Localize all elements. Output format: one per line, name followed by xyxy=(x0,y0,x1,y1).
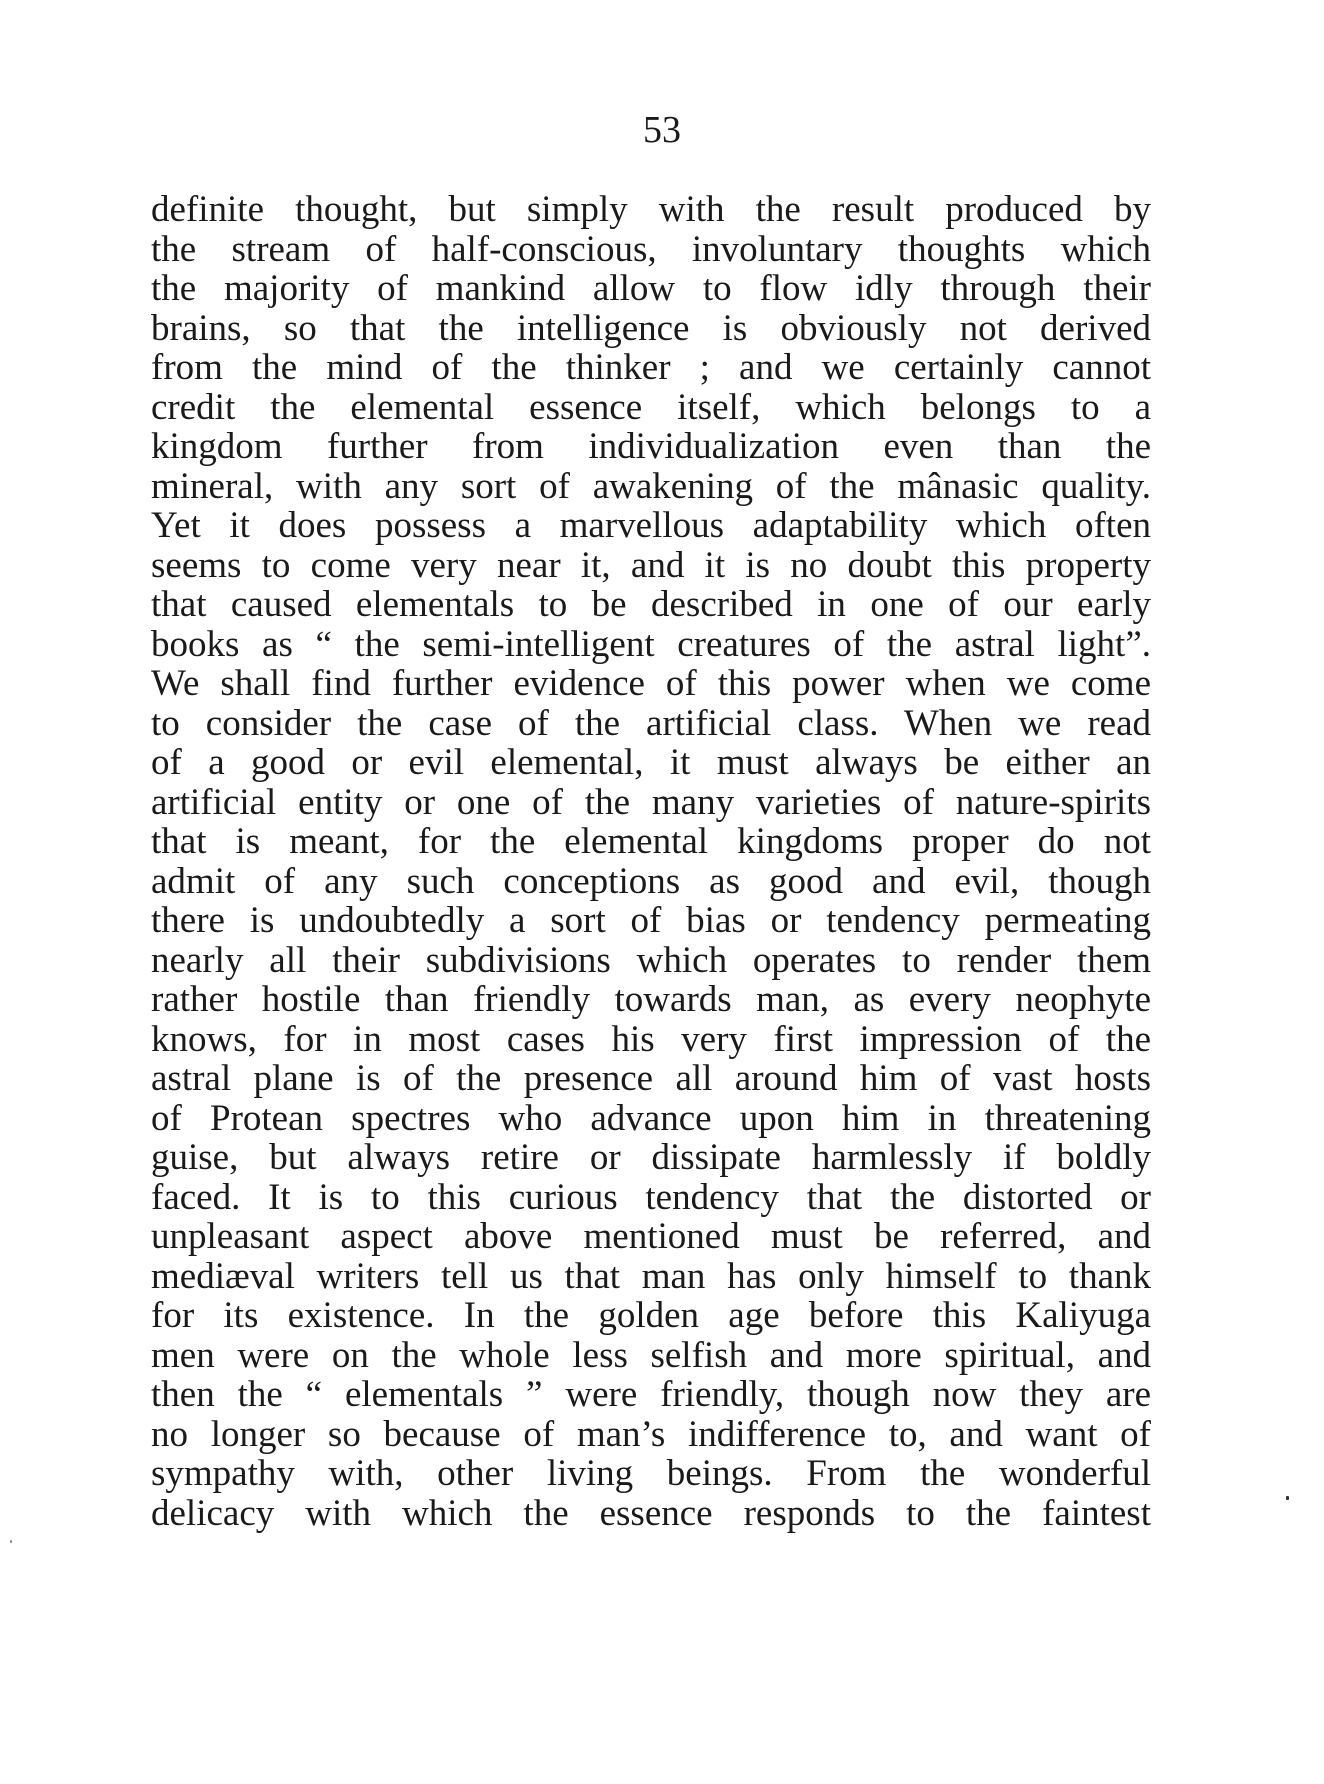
text-line: astral plane is of the presence all around him of vast hosts xyxy=(151,1058,1151,1099)
text-line: kingdom further from individualization even than the xyxy=(151,426,1151,467)
scan-speck xyxy=(1286,1496,1289,1500)
text-line: then the “ elementals ” were friendly, though now they are xyxy=(151,1374,1151,1415)
text-line: men were on the whole less selfish and more spiritual, and xyxy=(151,1334,1151,1376)
text-line: there is undoubtedly a sort of bias or tendency permeating xyxy=(151,900,1151,941)
text-line: definite thought, but simply with the result produced by xyxy=(151,189,1151,230)
text-line: brains, so that the intelligence is obviously not derived xyxy=(151,307,1151,349)
text-line: faced. It is to this curious tendency that the distorted or xyxy=(151,1176,1151,1218)
text-line: mineral, with any sort of awakening of the mânasic quality. xyxy=(151,465,1151,507)
text-line: mediæval writers tell us that man has only himself to thank xyxy=(151,1255,1151,1297)
page-number: 53 xyxy=(643,109,681,151)
text-line: nearly all their subdivisions which operates to render them xyxy=(151,939,1151,981)
text-line: Yet it does possess a marvellous adaptability which often xyxy=(151,505,1151,546)
text-line: credit the elemental essence itself, which belongs to a xyxy=(151,386,1151,428)
text-line: books as “ the semi-intelligent creatures of the astral light”. xyxy=(151,623,1151,665)
text-line: that is meant, for the elemental kingdoms proper do not xyxy=(151,821,1151,862)
text-line: rather hostile than friendly towards man, as every neophyte xyxy=(151,979,1151,1020)
text-line: the majority of mankind allow to flow idly through their xyxy=(151,268,1151,309)
text-line: to consider the case of the artificial class. When we read xyxy=(151,702,1151,744)
text-line: no longer so because of man’s indifference to, and want of xyxy=(151,1413,1151,1455)
text-line: from the mind of the thinker ; and we certainly cannot xyxy=(151,347,1151,388)
text-line: We shall find further evidence of this power when we come xyxy=(151,663,1151,704)
scan-speck xyxy=(10,1540,12,1543)
text-line: guise, but always retire or dissipate harmlessly if boldly xyxy=(151,1137,1151,1178)
body-text xyxy=(151,190,1151,1533)
text-line: seems to come very near it, and it is no doubt this property xyxy=(151,544,1151,586)
text-line: unpleasant aspect above mentioned must be referred, and xyxy=(151,1216,1151,1257)
text-line: admit of any such conceptions as good and evil, though xyxy=(151,860,1151,902)
text-line: that caused elementals to be described in one of our early xyxy=(151,584,1151,625)
text-line: of a good or evil elemental, it must always be either an xyxy=(151,742,1151,783)
text-line: of Protean spectres who advance upon him in threatening xyxy=(151,1097,1151,1139)
text-line: the stream of half-conscious, involuntary thoughts which xyxy=(151,228,1151,270)
text-line: for its existence. In the golden age before this Kaliyuga xyxy=(151,1295,1151,1336)
text-line: artificial entity or one of the many varieties of nature-spirits xyxy=(151,781,1151,823)
text-line: delicacy with which the essence responds to the faintest xyxy=(151,1492,1151,1534)
text-line: knows, for in most cases his very first impression of the xyxy=(151,1018,1151,1060)
text-line: sympathy with, other living beings. From the wonderful xyxy=(151,1453,1151,1494)
